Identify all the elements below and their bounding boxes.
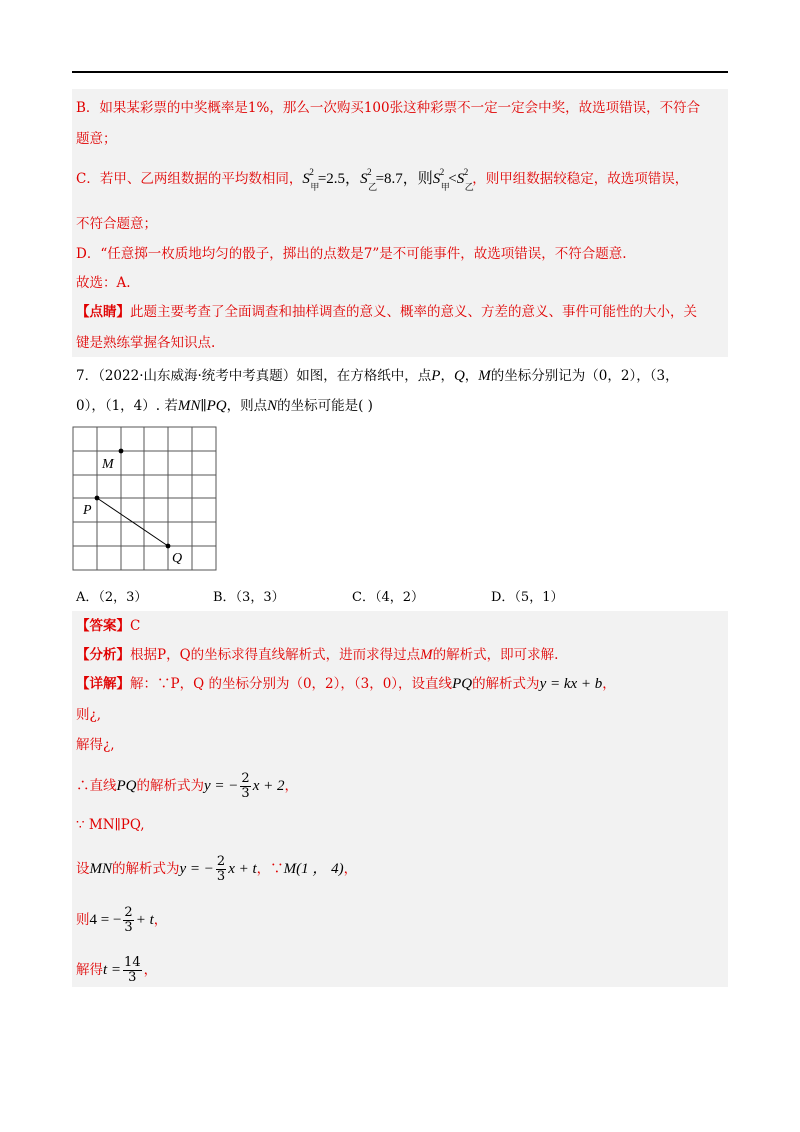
label-q: Q [172, 551, 183, 566]
detail-line: 【详解】解：∵P，Q 的坐标分别为（0，2），（3，0），设直线PQ的解析式为y = kx + b， [76, 676, 616, 692]
variance-yi-value: =8.7，则 [375, 171, 433, 187]
answer-tag: 【答案】 [76, 618, 130, 634]
fraction-two-thirds-3: $\frac{2}{3}$ [124, 905, 133, 935]
option-c-conclusion: ，则甲组数据较稳定，故选项错误， [472, 171, 689, 187]
variance-yi-2: S 2 乙 [456, 167, 474, 192]
question-7-line-1: 7．（2022·山东威海·统考中考真题）如图，在方格纸中，点P，Q，M的坐标分别记为（0，2），（3， [76, 368, 679, 384]
fraction-two-thirds-2: $\frac{2}{3}$ [216, 854, 226, 884]
because-line: ∵ MN∥PQ, [76, 817, 145, 833]
label-p: P [83, 503, 92, 518]
fraction-two-thirds: $\frac{2}{3}$ [241, 771, 250, 801]
then-line: 则¿, [76, 707, 102, 723]
variance-jia-value: =2.5， [317, 171, 361, 187]
option-c-explanation [76, 167, 689, 192]
analysis-line: 【分析】根据P，Q的坐标求得直线解析式，进而求得过点M的解析式，即可求解. [76, 647, 559, 663]
less-than: < [448, 171, 457, 187]
header-rule [72, 71, 728, 73]
option-b-explanation: B．如果某彩票的中奖概率是1%，那么一次购买100张这种彩票不一定一定会中奖，故选项错误，不符合 [76, 100, 701, 116]
option-c-explanation-cont: 不符合题意； [76, 216, 157, 232]
point-p [95, 496, 100, 501]
final-choice: 故选：A. [76, 275, 131, 291]
grid-lines [73, 427, 216, 570]
then2-line: 则4 = − $\frac{2}{3}$ + t， [76, 905, 168, 935]
review-note [76, 303, 697, 321]
let-line: 设MN的解析式为y = − $\frac{2}{3}$ x + t，∵M(1 ， 4)， [76, 854, 358, 884]
point-q [166, 544, 171, 549]
fraction-fourteen-thirds: $\frac{14}{3}$ [124, 955, 141, 985]
question-7-line-2: 0），（1，4）. 若MN∥PQ，则点N的坐标可能是( ) [76, 398, 373, 414]
grid-figure [72, 426, 218, 572]
option-b-explanation-cont: 题意； [76, 131, 117, 147]
solve2-line: 解得t = $\frac{14}{3}$ ， [76, 955, 158, 985]
option-c[interactable]: C．（4，2） [352, 590, 424, 605]
option-b[interactable]: B．（3，3） [213, 590, 285, 605]
review-text: 此题主要考查了全面调查和抽样调查的意义、概率的意义、方差的意义、事件可能性的大小，关 [130, 304, 697, 320]
option-a[interactable]: A．（2，3） [76, 590, 148, 605]
label-m: M [102, 457, 114, 472]
answer-line [76, 617, 140, 635]
review-tag: 【点睛】 [76, 304, 130, 320]
point-m [119, 449, 124, 454]
answer-value: C [130, 618, 141, 634]
variance-yi: S 2 乙 [360, 167, 378, 192]
variance-jia-2: S 2 甲 [432, 167, 450, 192]
therefore-line: ∴直线PQ的解析式为y = − $\frac{2}{3}$ x + 2， [76, 771, 298, 801]
option-d-explanation: D．“任意掷一枚质地均匀的骰子，掷出的点数是7”是不可能事件，故选项错误，不符合题意. [76, 246, 627, 262]
option-c-text: C．若甲、乙两组数据的平均数相同， [76, 171, 303, 187]
variance-jia: S 2 甲 [302, 167, 320, 192]
option-d[interactable]: D．（5，1） [491, 590, 564, 605]
solve-line: 解得¿, [76, 737, 115, 753]
review-note-cont: 键是熟练掌握各知识点. [76, 335, 216, 351]
